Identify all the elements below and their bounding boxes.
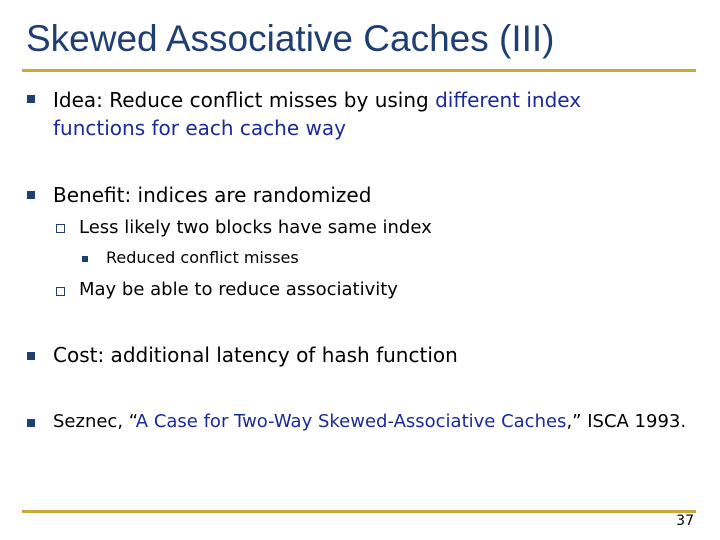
idea-highlight-2: functions for each cache way [53,116,346,140]
benefit-sub-2: May be able to reduce associativity [79,279,398,300]
ref-paper-link[interactable]: A Case for Two-Way Skewed-Associative Caches [135,411,567,432]
hollow-square-bullet-icon [56,224,65,233]
bullet-reference [53,409,686,435]
bullet-cost: Cost: additional latency of hash function [53,343,458,367]
idea-highlight-1: different index [435,88,582,112]
page-number: 37 [676,513,694,529]
idea-text: Idea: Reduce conflict misses by using [53,88,436,112]
square-bullet-icon [27,419,35,427]
title-divider [22,69,696,72]
footer-divider [22,510,696,513]
ref-suffix: ,” ISCA 1993. [566,411,687,432]
slide-title: Skewed Associative Caches (III) [26,18,555,59]
bullet-idea [53,85,581,115]
bullet-benefit: Benefit: indices are randomized [53,183,372,207]
square-bullet-icon [82,256,88,262]
hollow-square-bullet-icon [56,287,65,296]
square-bullet-icon [27,191,35,199]
benefit-sub-1-sub: Reduced conflict misses [106,248,299,267]
ref-prefix: Seznec, “ [53,411,136,432]
benefit-sub-1: Less likely two blocks have same index [79,217,432,238]
square-bullet-icon [27,95,35,103]
square-bullet-icon [27,352,35,360]
